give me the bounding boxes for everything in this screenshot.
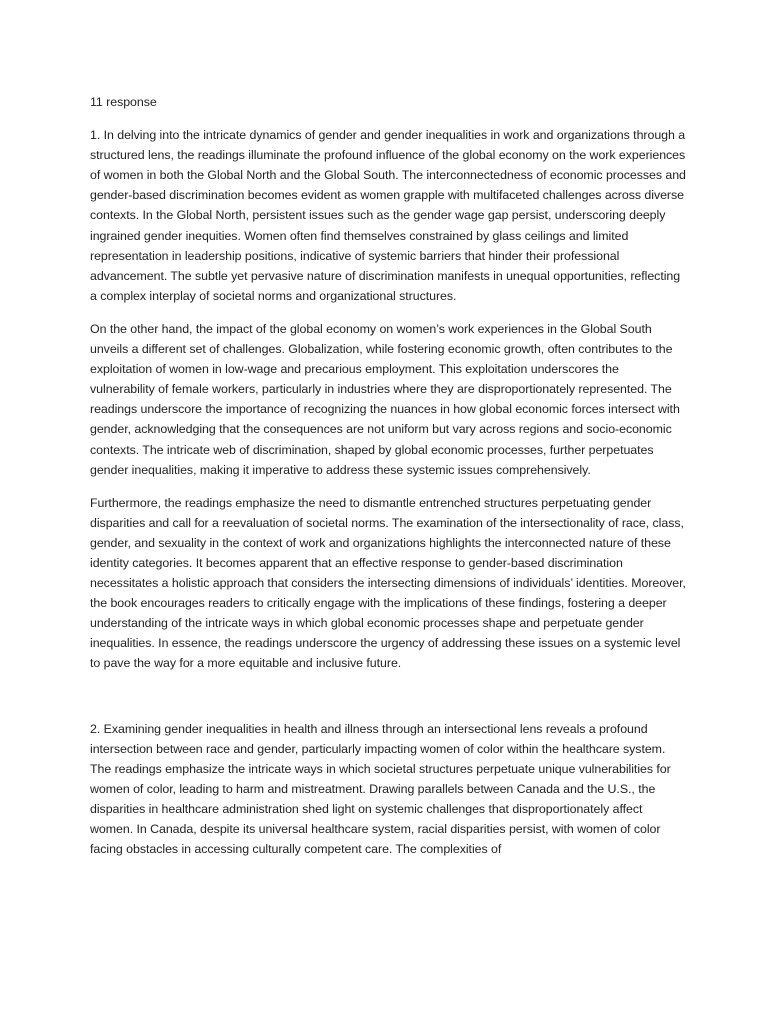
document-heading: 11 response (90, 95, 157, 109)
paragraph-1: 1. In delving into the intricate dynamics of gender and gender inequalities in work and organizations through a structured lens, the readings illuminate the profound influence of the global economy on the work experiences of women in both the Global North and the Global South. The interconnectedness of economic processes and gender-based discrimination becomes evident as women grapple with multifaceted challenges across diverse contexts. In the Global North, persistent issues such as the gender wage gap persist, underscoring deeply ingrained gender inequities. Women often find themselves constrained by glass ceilings and limited representation in leadership positions, indicative of systemic barriers that hinder their professional advancement. The subtle yet pervasive nature of discrimination manifests in unequal opportunities, reflecting a complex interplay of societal norms and organizational structures. (90, 128, 686, 303)
paragraph-3: Furthermore, the readings emphasize the need to dismantle entrenched structures perpetuating gender disparities and call for a reevaluation of societal norms. The examination of the intersectionality of race, class, gender, and sexuality in the context of work and organizations highlights the interconnected nature of these identity categories. It becomes apparent that an effective response to gender-based discrimination necessitates a holistic approach that considers the intersecting dimensions of individuals’ identities. Moreover, the book encourages readers to critically engage with the implications of these findings, fostering a deeper understanding of the intricate ways in which global economic processes shape and perpetuate gender inequalities. In essence, the readings underscore the urgency of addressing these issues on a systemic level to pave the way for a more equitable and inclusive future. (90, 495, 686, 671)
document-page (90, 92, 686, 872)
paragraph-2: On the other hand, the impact of the global economy on women’s work experiences in the Global South unveils a different set of challenges. Globalization, while fostering economic growth, often contributes to the exploitation of women in low-wage and precarious employment. This exploitation underscores the vulnerability of female workers, particularly in industries where they are disproportionately represented. The readings underscore the importance of recognizing the nuances in how global economic forces intersect with gender, acknowledging that the consequences are not uniform but vary across regions and socio-economic contexts. The intricate web of discrimination, shaped by global economic processes, further perpetuates gender inequalities, making it imperative to address these systemic issues comprehensively. (90, 321, 680, 477)
paragraph-4: 2. Examining gender inequalities in health and illness through an intersectional lens reveals a profound intersection between race and gender, particularly impacting women of color within the healthcare system. The readings emphasize the intricate ways in which societal structures perpetuate unique vulnerabilities for women of color, leading to harm and mistreatment. Drawing parallels between Canada and the U.S., the disparities in healthcare administration shed light on systemic challenges that disproportionately affect women. In Canada, despite its universal healthcare system, racial disparities persist, with women of color facing obstacles in accessing culturally competent care. The complexities of (90, 721, 671, 857)
